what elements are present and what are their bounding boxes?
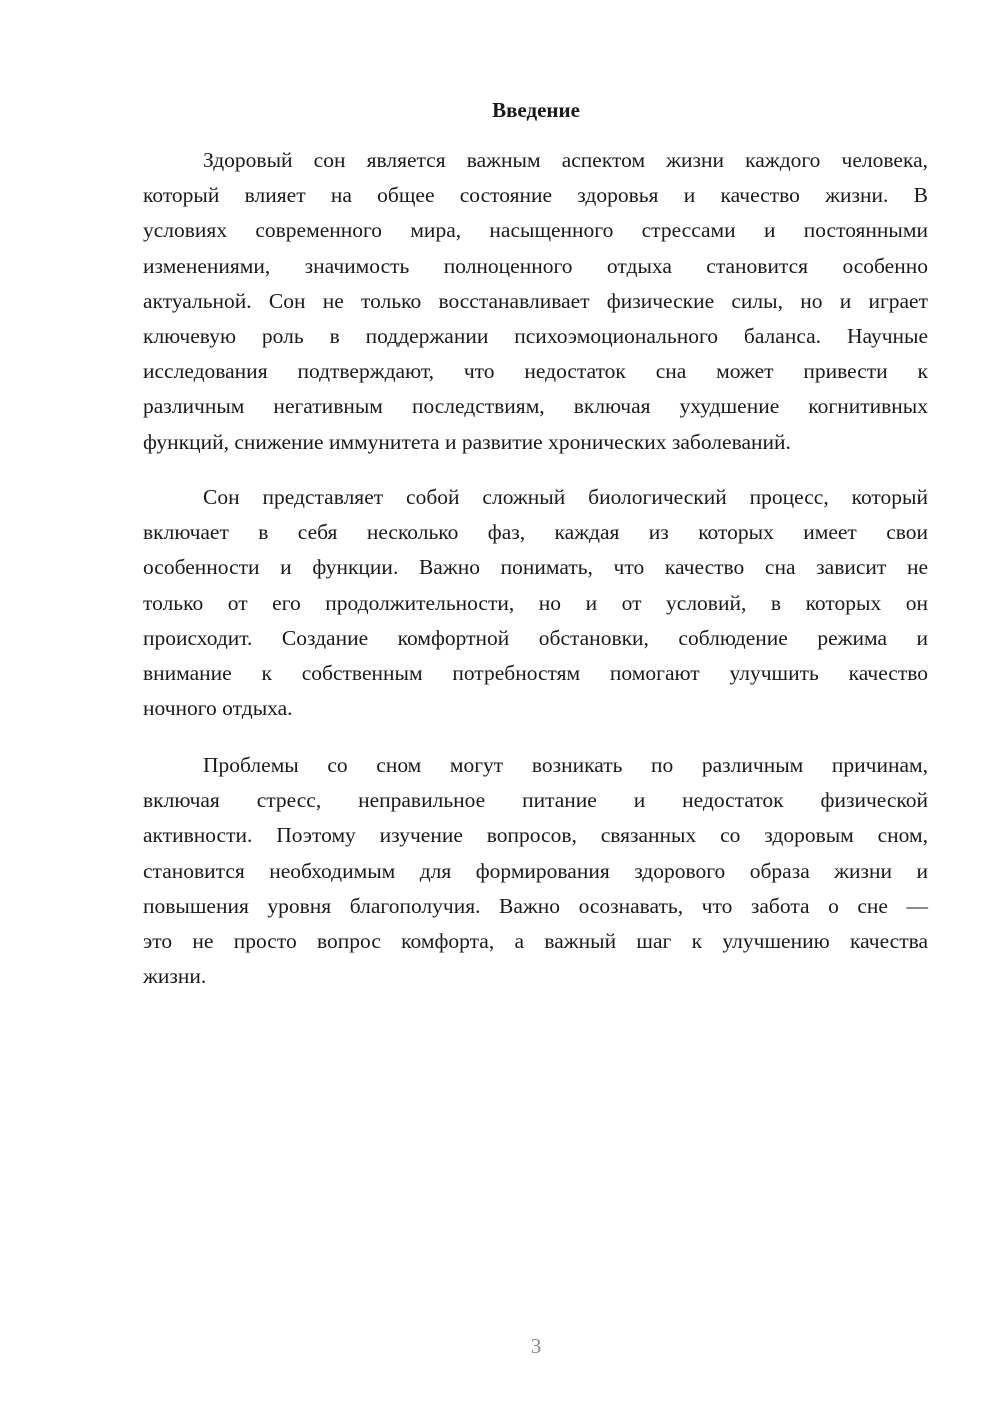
text-line: условиях современного мира, насыщенного стрессами и постоянными [143, 218, 928, 243]
text-line: исследования подтверждают, что недостаток сна может привести к [143, 359, 928, 384]
page-number: 3 [530, 1334, 542, 1358]
text-line: Здоровый сон является важным аспектом жизни каждого человека, [203, 148, 928, 172]
text-line: становится необходимым для формирования здорового образа жизни и [143, 858, 928, 883]
page-title: Введение [492, 98, 580, 122]
text-line: актуальной. Сон не только восстанавливает физические силы, но и играет [143, 288, 928, 313]
text-line: происходит. Создание комфортной обстановки, соблюдение режима и [143, 625, 928, 650]
text-line: только от его продолжительности, но и от условий, в которых он [143, 590, 928, 615]
text-line: функций, снижение иммунитета и развитие хронических заболеваний. [143, 429, 791, 454]
text-line: который влияет на общее состояние здоровья и качество жизни. В [143, 183, 928, 208]
text-line: Сон представляет собой сложный биологический процесс, который [203, 485, 928, 509]
text-line: это не просто вопрос комфорта, а важный шаг к улучшению качества [143, 928, 928, 953]
text-line: различным негативным последствиям, включая ухудшение когнитивных [143, 394, 928, 419]
text-line: ключевую роль в поддержании психоэмоционального баланса. Научные [143, 323, 928, 348]
paragraph-2 [143, 480, 928, 726]
text-line: Проблемы со сном могут возникать по различным причинам, [203, 753, 928, 777]
paragraph-3 [143, 748, 928, 994]
text-line: ночного отдыха. [143, 696, 293, 721]
text-line: жизни. [143, 964, 207, 989]
text-line: изменениями, значимость полноценного отдыха становится особенно [143, 253, 928, 278]
text-line: повышения уровня благополучия. Важно осознавать, что забота о сне — [143, 893, 928, 918]
text-line: включая стресс, неправильное питание и недостаток физической [143, 788, 928, 813]
text-line: внимание к собственным потребностям помогают улучшить качество [143, 660, 928, 685]
text-line: включает в себя несколько фаз, каждая из которых имеет свои [143, 520, 928, 545]
text-line: особенности и функции. Важно понимать, что качество сна зависит не [143, 555, 928, 580]
paragraph-1 [143, 143, 928, 460]
text-line: активности. Поэтому изучение вопросов, связанных со здоровым сном, [143, 823, 928, 848]
